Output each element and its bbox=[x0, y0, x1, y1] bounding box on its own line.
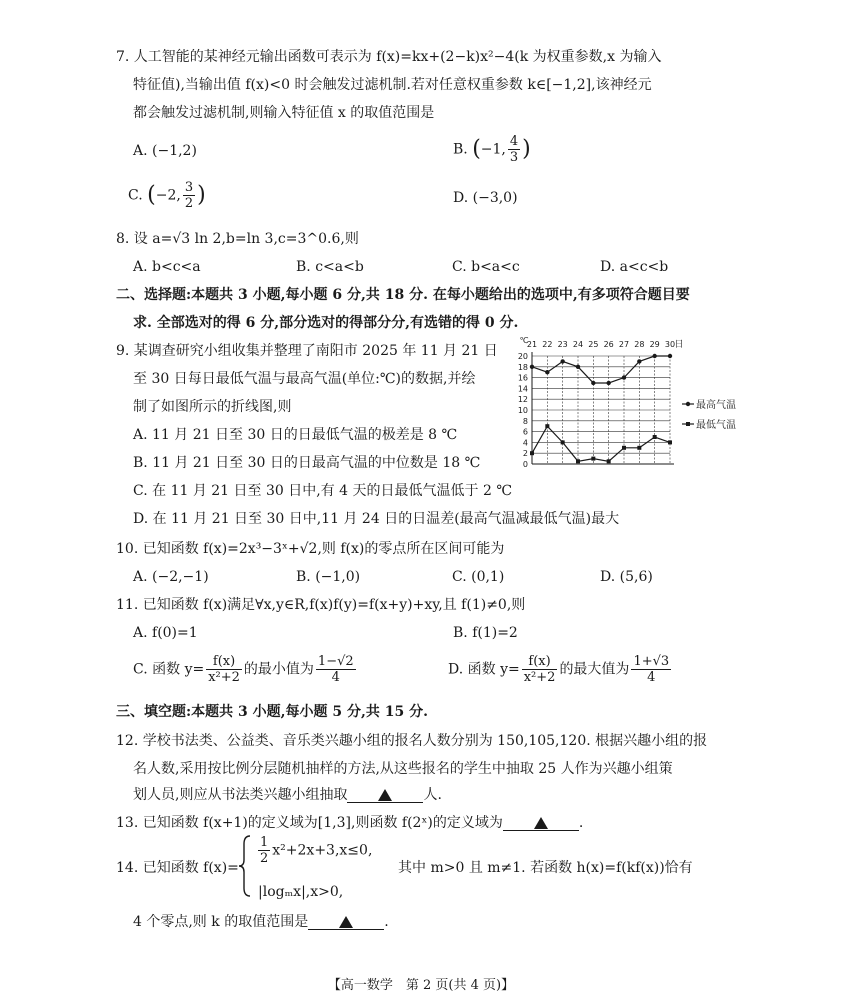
q13-text: 13. 已知函数 f(x+1)的定义域为[1,3],则函数 f(2ˣ)的定义域为 bbox=[116, 815, 503, 831]
data-point bbox=[637, 446, 641, 450]
q9-option-a: A. 11 月 21 日至 30 日的日最低气温的极差是 8 ℃ bbox=[133, 427, 458, 443]
x-tick-label: 26 bbox=[603, 340, 614, 349]
q10-option-c: C. (0,1) bbox=[452, 569, 505, 585]
q7-option-b-lower: −1, bbox=[480, 141, 506, 158]
q14-line2-end: . bbox=[384, 914, 389, 930]
y-tick-label: 14 bbox=[517, 384, 528, 394]
y-tick-label: 2 bbox=[522, 449, 528, 459]
q9-line2: 至 30 日每日最低气温与最高气温(单位:℃)的数据,并绘 bbox=[133, 371, 476, 387]
q10-stem: 10. 已知函数 f(x)=2x³−3ˣ+√2,则 f(x)的零点所在区间可能为 bbox=[116, 541, 505, 557]
y-tick-label: 18 bbox=[517, 362, 528, 372]
q11-option-c-function-den: x²+2 bbox=[208, 670, 240, 685]
legend-label: 最高气温 bbox=[696, 400, 736, 411]
q11-stem: 11. 已知函数 f(x)满足∀x,y∈R,f(x)f(y)=f(x+y)+xy,且 f(1)≠0,则 bbox=[116, 597, 526, 613]
q9-option-c: C. 在 11 月 21 日至 30 日中,有 4 天的日最低气温低于 2 ℃ bbox=[133, 483, 512, 499]
section3-heading: 三、填空题:本题共 3 小题,每小题 5 分,共 15 分. bbox=[116, 704, 428, 720]
section2-heading-line2: 求. 全部选对的得 6 分,部分选对的得部分分,有选错的得 0 分. bbox=[133, 315, 519, 331]
triangle-icon bbox=[378, 789, 392, 801]
legend-marker bbox=[686, 402, 690, 406]
x-tick-label: 24 bbox=[572, 340, 584, 349]
q11-option-d-value-num: 1+√3 bbox=[633, 654, 670, 669]
q11-option-b: B. f(1)=2 bbox=[453, 625, 518, 641]
q11-option-d-function-den: x²+2 bbox=[523, 670, 556, 685]
data-point bbox=[653, 435, 657, 439]
x-tick-label: 29 bbox=[649, 340, 660, 349]
q9-option-d: D. 在 11 月 21 日至 30 日中,11 月 24 日的日温差(最高气温减最低气温)最大 bbox=[133, 511, 620, 527]
q14-answer-blank[interactable] bbox=[308, 916, 384, 930]
data-point bbox=[561, 440, 565, 444]
q14-line2 bbox=[133, 914, 389, 931]
q7-option-d: D. (−3,0) bbox=[453, 190, 518, 206]
q14-case1 bbox=[256, 835, 372, 866]
data-point bbox=[591, 457, 595, 461]
q11-option-c-function-fraction bbox=[206, 654, 242, 685]
left-brace-icon bbox=[236, 834, 254, 898]
q7-option-b-fraction bbox=[508, 134, 520, 165]
data-point bbox=[637, 359, 641, 363]
q7-option-c-num: 3 bbox=[184, 180, 194, 195]
q13-end: . bbox=[578, 815, 584, 831]
q13-stem bbox=[116, 815, 583, 832]
q11-option-d-prefix: D. 函数 y= bbox=[448, 661, 520, 678]
q9-line3: 制了如图所示的折线图,则 bbox=[133, 399, 292, 415]
q11-option-d bbox=[448, 654, 673, 685]
q7-option-b-label: B. bbox=[453, 141, 473, 158]
q8-option-d: D. a<c<b bbox=[600, 259, 669, 275]
data-point bbox=[545, 424, 549, 428]
q11-option-d-function-num: f(x) bbox=[522, 654, 558, 670]
q12-line3-text: 划人员,则应从书法类兴趣小组抽取 bbox=[133, 787, 348, 803]
data-point bbox=[560, 359, 564, 363]
q14-condition: 其中 m>0 且 m≠1. 若函数 h(x)=f(kf(x))恰有 bbox=[398, 860, 693, 876]
triangle-icon bbox=[534, 817, 548, 829]
y-tick-label: 4 bbox=[522, 438, 528, 448]
x-tick-label: 22 bbox=[542, 340, 553, 349]
q11-option-c-middle: 的最小值为 bbox=[243, 661, 314, 678]
q11-option-c-function-num: f(x) bbox=[206, 654, 242, 670]
series-line bbox=[532, 356, 670, 383]
q14-prefix: 14. 已知函数 f(x)= bbox=[116, 860, 239, 876]
data-point bbox=[606, 381, 610, 385]
q7-option-c: C. (−2, $\frac{3}{2}$ ) bbox=[128, 180, 206, 211]
q12-answer-blank[interactable] bbox=[347, 789, 423, 803]
q7-line2: 特征值),当输出值 f(x)<0 时会触发过滤机制.若对任意权重参数 k∈[−1,2],该神经元 bbox=[133, 77, 652, 93]
data-point bbox=[530, 451, 534, 455]
x-tick-label: 25 bbox=[588, 340, 599, 349]
y-tick-label: 12 bbox=[517, 395, 528, 405]
data-point bbox=[652, 354, 656, 358]
q7-line3: 都会触发过滤机制,则输入特征值 x 的取值范围是 bbox=[133, 105, 435, 121]
q11-option-c-value-den: 4 bbox=[331, 670, 340, 685]
q8-stem: 8. 设 a=√3 ln 2,b=ln 3,c=3^0.6,则 bbox=[116, 231, 359, 247]
q9-option-b: B. 11 月 21 日至 30 日的日最高气温的中位数是 18 ℃ bbox=[133, 455, 481, 471]
data-point bbox=[668, 440, 672, 444]
q12-line3 bbox=[133, 787, 442, 804]
q12-line1: 12. 学校书法类、公益类、音乐类兴趣小组的报名人数分别为 150,105,120. 根据兴趣小组的报 bbox=[116, 733, 708, 749]
q8-option-a: A. b<c<a bbox=[133, 259, 201, 275]
q11-option-c-value-num: 1−√2 bbox=[317, 654, 354, 669]
q8-option-c: C. b<a<c bbox=[452, 259, 520, 275]
q7-option-c-lower: −2, bbox=[155, 187, 181, 204]
y-tick-label: 10 bbox=[517, 406, 528, 415]
q14-case1-expression: x²+2x+3,x≤0, bbox=[272, 842, 373, 859]
x-tick-label: 30 bbox=[664, 340, 676, 349]
x-tick-label: 23 bbox=[557, 340, 568, 349]
q10-option-d: D. (5,6) bbox=[600, 569, 653, 585]
page-footer: 【高一数学 第 2 页(共 4 页)】 bbox=[327, 978, 515, 993]
y-tick-label: 16 bbox=[517, 373, 528, 383]
q11-option-a: A. f(0)=1 bbox=[133, 625, 198, 641]
q14-case1-den: 2 bbox=[260, 851, 269, 866]
q8-option-b: B. c<a<b bbox=[296, 259, 364, 275]
temperature-line-chart bbox=[510, 336, 740, 474]
legend-label: 最低气温 bbox=[696, 420, 736, 431]
q14-case1-fraction bbox=[258, 835, 270, 866]
q7-line1: 7. 人工智能的某神经元输出函数可表示为 f(x)=kx+(2−k)x²−4(k 为权重参数,x 为输入 bbox=[116, 49, 662, 65]
data-point bbox=[530, 365, 534, 369]
y-tick-label: 0 bbox=[522, 460, 528, 469]
q14-case1-num: 1 bbox=[260, 835, 269, 850]
q7-option-c-fraction bbox=[183, 180, 195, 211]
temperature-chart-svg bbox=[510, 336, 740, 474]
q11-option-c-prefix: C. 函数 y= bbox=[133, 661, 205, 678]
q7-option-c-den: 2 bbox=[184, 196, 194, 211]
q11-option-c-value-fraction bbox=[316, 654, 356, 685]
data-point bbox=[607, 459, 611, 463]
q7-option-c-label: C. bbox=[128, 187, 148, 204]
q13-answer-blank[interactable] bbox=[503, 817, 579, 831]
triangle-icon bbox=[339, 916, 353, 928]
q10-option-a: A. (−2,−1) bbox=[133, 569, 209, 585]
q11-option-d-value-fraction bbox=[631, 654, 671, 685]
y-axis-unit: ℃ bbox=[519, 336, 529, 345]
legend-marker bbox=[686, 422, 690, 426]
data-point bbox=[622, 446, 626, 450]
y-tick-label: 20 bbox=[517, 352, 528, 361]
data-point bbox=[545, 370, 549, 374]
y-tick-label: 8 bbox=[522, 416, 528, 426]
x-tick-label: 28 bbox=[634, 340, 645, 349]
q7-option-b-num: 4 bbox=[509, 134, 519, 149]
q11-option-d-middle: 的最大值为 bbox=[559, 661, 630, 678]
q12-line2: 名人数,采用按比例分层随机抽样的方法,从这些报名的学生中抽取 25 人作为兴趣小组策 bbox=[133, 761, 673, 777]
data-point bbox=[622, 375, 626, 379]
data-point bbox=[668, 354, 672, 358]
x-tick-label: 21 bbox=[526, 340, 538, 349]
x-tick-label: 27 bbox=[618, 340, 630, 349]
section2-heading-line1: 二、选择题:本题共 3 小题,每小题 6 分,共 18 分. 在每小题给出的选项中,有多项符合题目要 bbox=[116, 287, 690, 303]
y-tick-label: 6 bbox=[522, 427, 528, 437]
q14-case2: |logₘx|,x>0, bbox=[258, 884, 344, 900]
x-axis-unit: 日 bbox=[674, 340, 684, 350]
q9-line1: 9. 某调查研究小组收集并整理了南阳市 2025 年 11 月 21 日 bbox=[116, 343, 498, 359]
q11-option-c bbox=[133, 654, 358, 685]
q10-option-b: B. (−1,0) bbox=[296, 569, 361, 585]
q11-option-d-value-den: 4 bbox=[647, 670, 656, 685]
q7-option-b: B. (−1, $\frac{4}{3}$ ) bbox=[453, 134, 531, 165]
q12-line3-end: 人. bbox=[423, 787, 442, 803]
data-point bbox=[576, 459, 580, 463]
q11-option-d-function-fraction bbox=[522, 654, 558, 685]
data-point bbox=[591, 381, 595, 385]
q14-line2-text: 4 个零点,则 k 的取值范围是 bbox=[133, 914, 309, 930]
q7-option-b-den: 3 bbox=[509, 150, 519, 165]
q7-option-a: A. (−1,2) bbox=[133, 143, 197, 159]
data-point bbox=[576, 365, 580, 369]
